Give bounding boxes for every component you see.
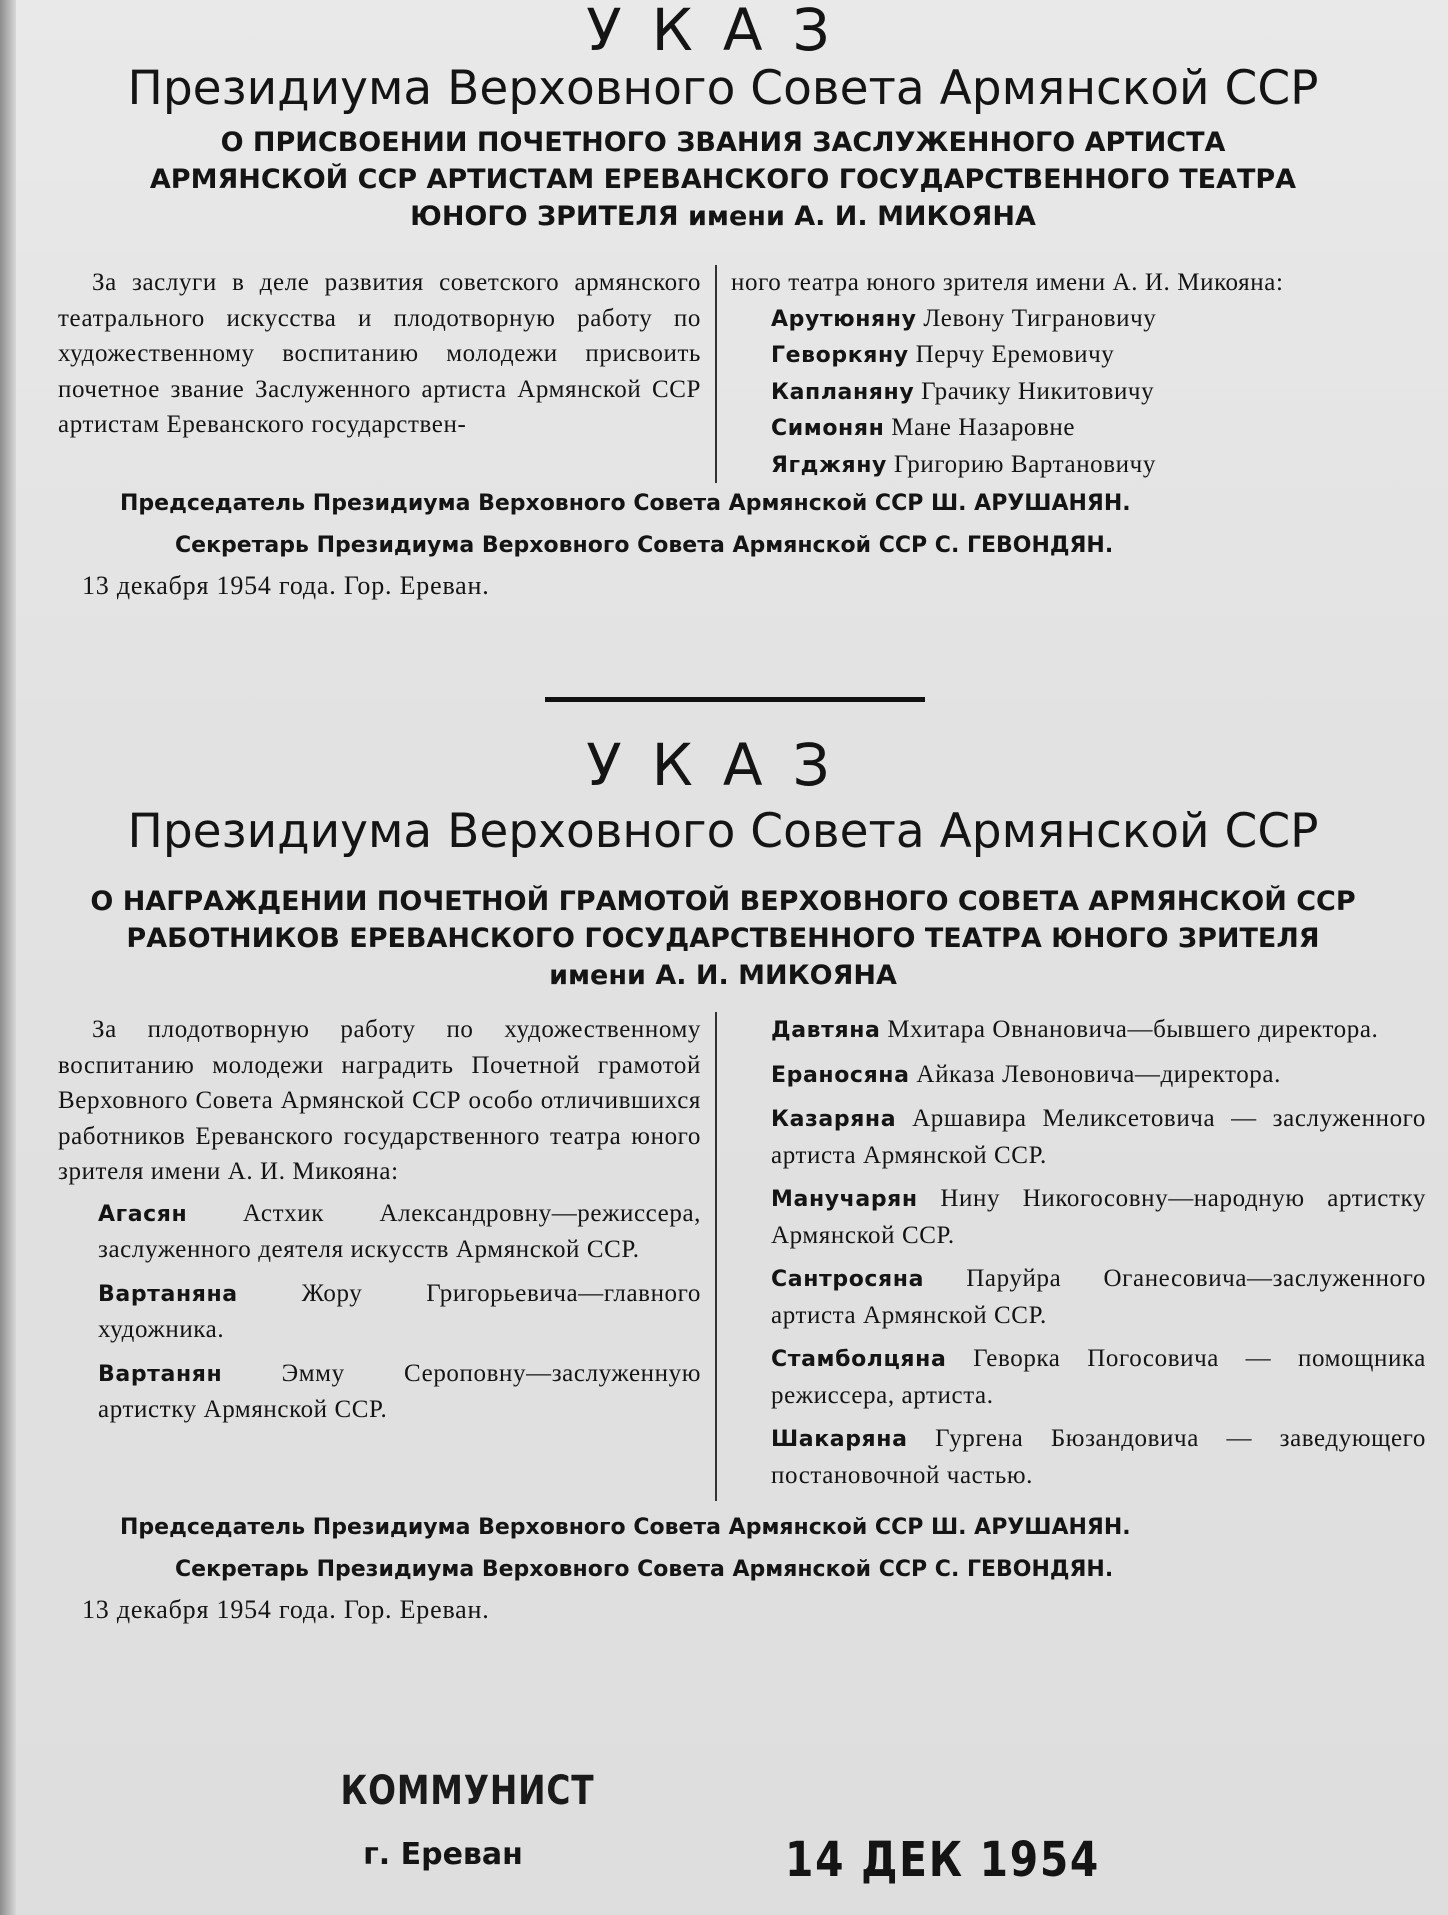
- chairman-signature: Председатель Президиума Верховного Совета Армянской ССР Ш. АРУШАНЯН.: [120, 1515, 1131, 1540]
- awardee-details: Аршавира Меликсетовича — заслуженного артиста Армянской ССР.: [771, 1105, 1427, 1169]
- decree-text: За плодотворную работу по художественному воспитанию молодежи наградить Почетной грамотой Верховного Совета Армянской ССР особо отличившихся работников Ереванского государственного театра юного зрителя имени А. И. Микояна:: [58, 1016, 701, 1185]
- honoree-names: Левону Тиграновичу: [923, 304, 1157, 332]
- honoree: [731, 337, 1426, 374]
- awardee-details: Айказа Левоновича—директора.: [916, 1060, 1281, 1088]
- honoree-names: Перчу Еремовичу: [915, 341, 1115, 368]
- secretary-signature: Секретарь Президиума Верховного Совета Армянской ССР С. ГЕВОНДЯН.: [175, 1557, 1114, 1582]
- right-column: [715, 1012, 1426, 1501]
- secretary-signature: Секретарь Президиума Верховного Совета Армянской ССР С. ГЕВОНДЯН.: [175, 533, 1114, 558]
- awardee-details: Эмму Сероповну—заслуженную артистку Армянской ССР.: [98, 1359, 701, 1423]
- awardee: [731, 1421, 1426, 1493]
- honoree: [731, 301, 1426, 338]
- decree-heading: УКАЗ: [586, 0, 860, 64]
- awardee: [731, 1101, 1426, 1173]
- subtitle-line: О НАГРАЖДЕНИИ ПОЧЕТНОЙ ГРАМОТОЙ ВЕРХОВНОГО СОВЕТА АРМЯНСКОЙ ССР: [90, 886, 1356, 917]
- left-column: [20, 265, 715, 483]
- decree-issuer: Президиума Верховного Совета Армянской ССР: [127, 804, 1319, 859]
- honoree-surname: Симонян: [771, 416, 885, 441]
- awardee: [58, 1356, 701, 1428]
- subtitle-line: РАБОТНИКОВ ЕРЕВАНСКОГО ГОСУДАРСТВЕННОГО ТЕАТРА ЮНОГО ЗРИТЕЛЯ: [126, 923, 1320, 954]
- awardee-details: Гургена Бюзандовича — заведующего постановочной частью.: [771, 1425, 1426, 1489]
- awardee-surname: Давтяна: [771, 1018, 881, 1043]
- decree-subtitle: [20, 124, 1426, 235]
- decree-issuer: Президиума Верховного Совета Армянской ССР: [127, 61, 1319, 116]
- awardee: [58, 1276, 701, 1348]
- awardee-details: Астхик Александровну—режиссера, заслуженного деятеля искусств Армянской ССР.: [98, 1199, 701, 1263]
- decree-date: 13 декабря 1954 года. Гор. Ереван.: [82, 571, 490, 600]
- right-column: [715, 265, 1426, 483]
- awardee: [731, 1341, 1426, 1413]
- awardee: [731, 1181, 1426, 1253]
- awardee-surname: Казаряна: [771, 1107, 897, 1132]
- honoree: [731, 410, 1426, 447]
- honoree: [731, 447, 1426, 484]
- chairman-signature: Председатель Президиума Верховного Совета Армянской ССР Ш. АРУШАНЯН.: [120, 491, 1131, 516]
- newspaper-name: КОММУНИСТ: [340, 1768, 595, 1814]
- awardee-details: Мхитара Овнановича—бывшего директора.: [887, 1016, 1379, 1043]
- decree-date: 13 декабря 1954 года. Гор. Ереван.: [82, 1595, 490, 1624]
- decree-heading: УКАЗ: [586, 731, 860, 799]
- subtitle-line: ЮНОГО ЗРИТЕЛЯ имени А. И. МИКОЯНА: [410, 201, 1036, 232]
- awardee: [731, 1057, 1426, 1094]
- section-divider: [545, 697, 925, 702]
- decree-text-continued: ного театра юного зрителя имени А. И. Микояна:: [731, 269, 1284, 296]
- awardee-surname: Агасян: [98, 1201, 188, 1227]
- honoree-surname: Геворкяну: [771, 343, 909, 368]
- awardee: [731, 1261, 1426, 1333]
- awardee-details: Геворка Погосовича — помощника режиссера, артиста.: [771, 1345, 1426, 1409]
- awardee-details: Нину Никогосовну—народную артистку Армянской ССР.: [771, 1185, 1426, 1249]
- decree-subtitle: [20, 883, 1426, 994]
- honoree-names: Грачику Никитовичу: [921, 377, 1155, 405]
- awardee-surname: Ераносяна: [771, 1062, 910, 1088]
- decree-certificate-award: [20, 731, 1427, 1735]
- newspaper-stamp: [318, 1765, 595, 1875]
- awardee-surname: Шакаряна: [771, 1427, 908, 1452]
- awardee-surname: Стамболцяна: [771, 1347, 947, 1372]
- honoree-surname: Арутюняну: [771, 306, 917, 332]
- awardee: [58, 1196, 701, 1268]
- awardee-surname: Вартанян: [98, 1361, 223, 1387]
- decree-body-columns: [20, 265, 1426, 483]
- left-column: [20, 1012, 715, 1501]
- awardee-surname: Манучарян: [771, 1187, 918, 1212]
- awardee-surname: Сантросяна: [771, 1267, 925, 1292]
- newspaper-city: г. Ереван: [363, 1837, 523, 1872]
- awardee: [731, 1012, 1426, 1049]
- archive-date-stamp: 14 ДЕК 1954: [785, 1832, 1101, 1888]
- awardee-surname: Вартаняна: [98, 1281, 238, 1307]
- awardee-details: Жору Григорьевича—главного художника.: [98, 1279, 701, 1343]
- honoree: [731, 374, 1426, 411]
- subtitle-line: О ПРИСВОЕНИИ ПОЧЕТНОГО ЗВАНИЯ ЗАСЛУЖЕННОГО АРТИСТА: [220, 127, 1226, 158]
- subtitle-line: АРМЯНСКОЙ ССР АРТИСТАМ ЕРЕВАНСКОГО ГОСУДАРСТВЕННОГО ТЕАТРА: [149, 164, 1297, 195]
- decree-body-columns: [20, 1012, 1426, 1501]
- subtitle-line: имени А. И. МИКОЯНА: [549, 960, 897, 991]
- honoree-names: Мане Назаровне: [891, 414, 1076, 441]
- decree-honorary-title: [20, 0, 1426, 690]
- honoree-surname: Ягджяну: [771, 452, 887, 478]
- honoree-names: Григорию Вартановичу: [893, 450, 1156, 478]
- honoree-surname: Капланяну: [771, 379, 915, 405]
- awardee-details: Паруйра Оганесовича—заслуженного артиста Армянской ССР.: [771, 1265, 1426, 1329]
- decree-text: За заслуги в деле развития советского армянского театрального искусства и плодотворную работу по художественному воспитанию молодежи присвоить почетное звание Заслуженного артиста Армянской ССР артистам Ереванского государствен-: [58, 269, 701, 438]
